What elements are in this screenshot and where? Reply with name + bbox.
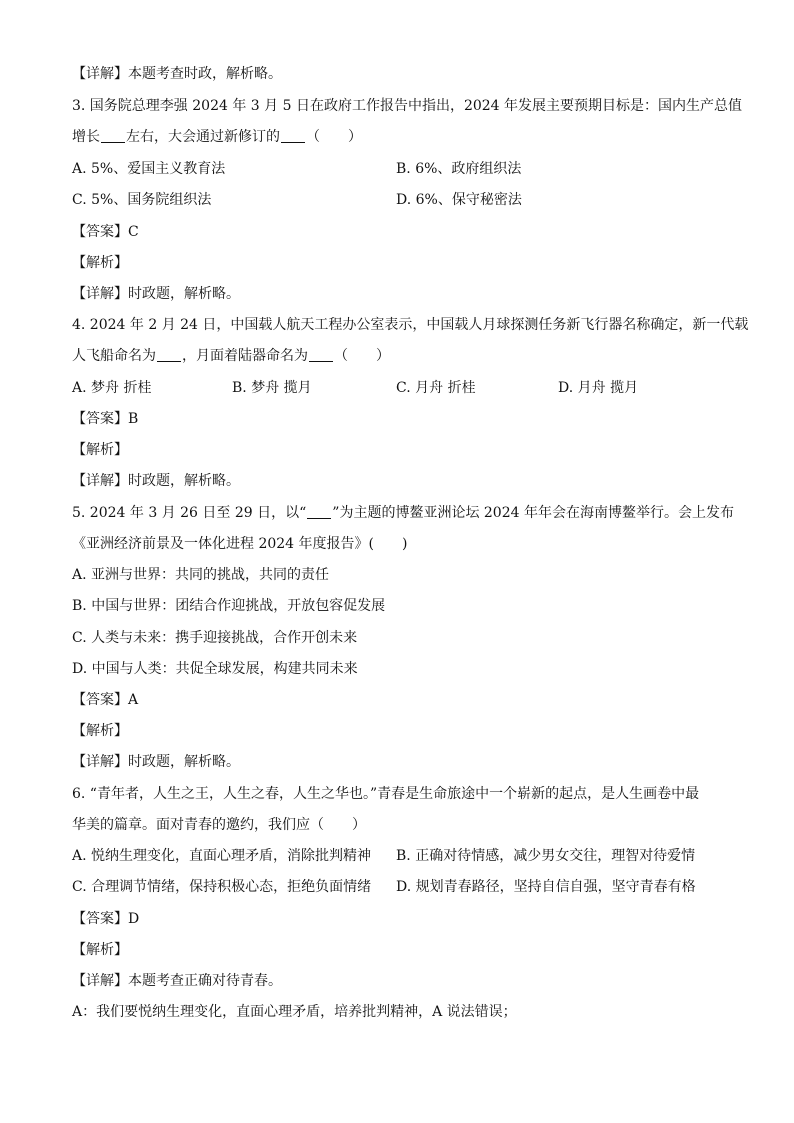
q4-text: ，月面着陆器命名为	[182, 348, 308, 364]
q3-text: 左右，大会通过新修订的	[126, 129, 280, 145]
q4-analysis-label: 【解析】	[72, 442, 128, 458]
q4-option-d: D. 月舟 揽月	[558, 380, 639, 396]
q5-text: ”为主题的博鳌亚洲论坛 2024 年年会在海南博鳌举行。会上发布	[332, 505, 734, 521]
q3-text: 增长	[72, 129, 100, 145]
q3-stem-line1: 3. 国务院总理李强 2024 年 3 月 5 日在政府工作报告中指出，2024 年发展主要预期目标是：国内生产总值	[72, 98, 743, 114]
q3-option-c: C. 5%、国务院组织法	[72, 192, 212, 208]
q5-option-b: B. 中国与世界：团结合作迎挑战，开放包容促发展	[72, 598, 386, 614]
q5-option-a: A. 亚洲与世界：共同的挑战，共同的责任	[72, 567, 330, 583]
q5-option-c: C. 人类与未来：携手迎接挑战，合作开创未来	[72, 630, 358, 646]
q4-text: （ ）	[334, 348, 390, 364]
q4-option-b: B. 梦舟 揽月	[232, 380, 312, 396]
q3-stem-line2	[72, 127, 734, 147]
q3-option-d: D. 6%、保守秘密法	[396, 192, 522, 208]
q6-option-d: D. 规划青春路径，坚持自信自强，坚守青春有格	[396, 879, 696, 895]
q6-stem-line2: 华美的篇章。面对青春的邀约，我们应（ ）	[72, 817, 366, 833]
q5-analysis-label: 【解析】	[72, 723, 128, 739]
q6-answer: 【答案】D	[72, 911, 140, 927]
q4-text: 人飞船命名为	[72, 348, 156, 364]
q4-option-c: C. 月舟 折桂	[396, 380, 476, 396]
fill-blank	[307, 504, 331, 519]
q6-option-a: A. 悦纳生理变化，直面心理矛盾，消除批判精神	[72, 848, 372, 864]
fill-blank	[309, 347, 333, 362]
q6-analysis-label: 【解析】	[72, 942, 128, 958]
q5-stem-line1	[72, 503, 734, 523]
q6-detail: 【详解】本题考查正确对待青春。	[72, 973, 282, 989]
q3-analysis-label: 【解析】	[72, 255, 128, 271]
q3-answer: 【答案】C	[72, 224, 139, 240]
q5-stem-line2: 《亚洲经济前景及一体化进程 2024 年度报告》( )	[72, 536, 408, 552]
q4-option-a: A. 梦舟 折桂	[72, 380, 152, 396]
q6-option-a-explanation: A：我们要悦纳生理变化，直面心理矛盾，培养批判精神，A 说法错误；	[72, 1004, 517, 1020]
q3-option-b: B. 6%、政府组织法	[396, 161, 522, 177]
detail-line: 【详解】本题考查时政，解析略。	[72, 66, 282, 82]
q5-answer: 【答案】A	[72, 692, 139, 708]
q6-option-c: C. 合理调节情绪，保持积极心态，拒绝负面情绪	[72, 879, 372, 895]
q5-detail: 【详解】时政题，解析略。	[72, 754, 240, 770]
q3-text: （ ）	[306, 129, 362, 145]
fill-blank	[281, 128, 305, 143]
q4-stem-line2	[72, 346, 734, 366]
q4-detail: 【详解】时政题，解析略。	[72, 473, 240, 489]
q5-text: 5. 2024 年 3 月 26 日至 29 日，以“	[72, 505, 307, 521]
fill-blank	[157, 347, 181, 362]
q3-option-a: A. 5%、爱国主义教育法	[72, 161, 226, 177]
q4-answer: 【答案】B	[72, 411, 139, 427]
q6-stem-line1: 6. “青年者，人生之王，人生之春，人生之华也。”青春是生命旅途中一个崭新的起点，是人生画卷中最	[72, 786, 700, 802]
q3-detail: 【详解】时政题，解析略。	[72, 286, 240, 302]
q6-option-b: B. 正确对待情感，减少男女交往，理智对待爱情	[396, 848, 696, 864]
fill-blank	[101, 128, 125, 143]
q5-option-d: D. 中国与人类：共促全球发展，构建共同未来	[72, 661, 358, 677]
q4-stem-line1: 4. 2024 年 2 月 24 日，中国载人航天工程办公室表示，中国载人月球探测任务新飞行器名称确定，新一代载	[72, 317, 749, 333]
